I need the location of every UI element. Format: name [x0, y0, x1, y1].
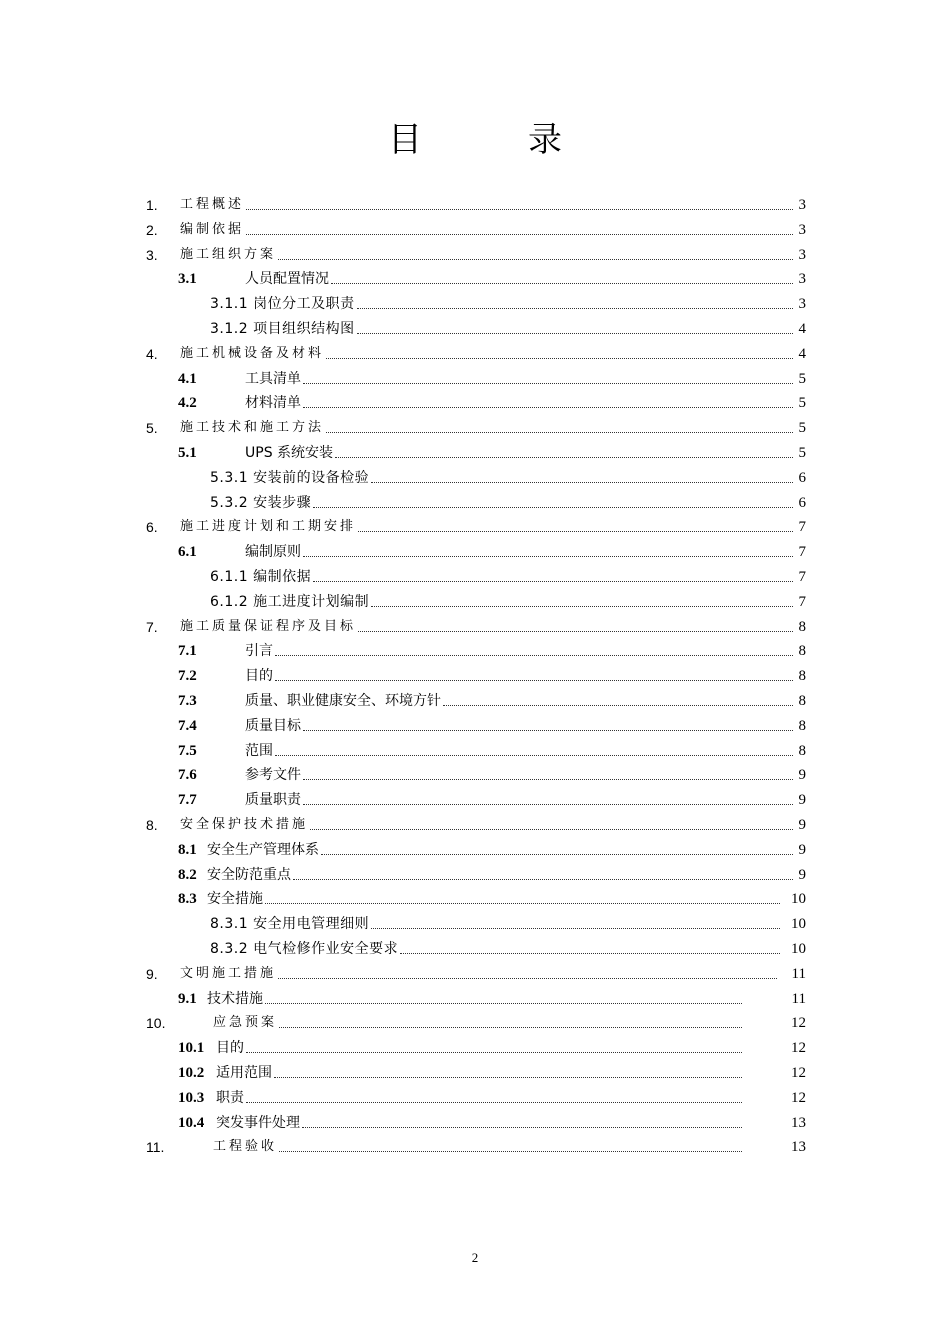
- toc-entry[interactable]: [0, 736, 950, 760]
- toc-entry-page: 6: [798, 469, 806, 486]
- toc-entry-title: 人员配置情况: [245, 271, 329, 288]
- toc-entry-page: 11: [791, 990, 806, 1007]
- toc-entry-title: 工程验收: [213, 1139, 278, 1155]
- toc-entry-title: 5.3.1 安装前的设备检验: [210, 469, 370, 486]
- toc-entry[interactable]: [0, 364, 950, 388]
- toc-leader-dots: [303, 779, 793, 780]
- toc-entry-page: 9: [798, 767, 806, 784]
- toc-entry-title: 质量、职业健康安全、环境方针: [245, 693, 441, 709]
- toc-entry-page: 6: [798, 494, 806, 511]
- toc-entry[interactable]: [0, 810, 950, 834]
- toc-leader-dots: [331, 283, 793, 284]
- toc-entry-page: 12: [791, 1015, 806, 1032]
- toc-entry-title: 编制原则: [245, 544, 301, 561]
- toc-entry[interactable]: [0, 1132, 950, 1156]
- toc-entry-number: 5.1: [178, 445, 197, 461]
- toc-entry-number: 9.1: [178, 990, 197, 1007]
- toc-entry-title: 工具清单: [245, 370, 301, 387]
- toc-entry-page: 12: [791, 1040, 806, 1057]
- toc-entry-page: 3: [798, 271, 806, 288]
- toc-leader-dots: [358, 531, 793, 532]
- toc-entry-number: 7.: [146, 618, 158, 635]
- toc-entry[interactable]: [0, 661, 950, 685]
- toc-entry-title: 引言: [245, 643, 273, 660]
- toc-leader-dots: [371, 928, 780, 929]
- toc-entry-title: 安全措施: [207, 891, 263, 908]
- toc-leader-dots: [279, 1151, 742, 1152]
- toc-entry-page: 8: [798, 618, 806, 635]
- toc-entry[interactable]: [0, 562, 950, 586]
- toc-entry-page: 4: [798, 345, 806, 362]
- toc-entry-page: 9: [798, 841, 806, 858]
- toc-leader-dots: [303, 804, 793, 805]
- toc-entry-number: 10.3: [178, 1089, 205, 1106]
- toc-entry-number: 3.: [146, 246, 158, 263]
- toc-entry-title: UPS 系统安装: [245, 445, 334, 461]
- toc-entry-title: 职责: [216, 1089, 244, 1106]
- toc-leader-dots: [265, 1003, 742, 1004]
- toc-entry[interactable]: [0, 388, 950, 412]
- toc-entry-page: 7: [798, 519, 806, 536]
- toc-entry-page: 5: [798, 370, 806, 387]
- toc-entry-page: 8: [798, 643, 806, 660]
- toc-entry-number: 6.: [146, 519, 158, 536]
- toc-entry[interactable]: [0, 190, 950, 214]
- toc-entry[interactable]: [0, 686, 950, 710]
- toc-leader-dots: [293, 879, 793, 880]
- toc-entry-title: 施工技术和施工方法: [180, 420, 325, 436]
- toc-leader-dots: [313, 581, 793, 582]
- toc-leader-dots: [274, 1077, 742, 1078]
- toc-entry-page: 8: [798, 668, 806, 685]
- toc-leader-dots: [357, 308, 793, 309]
- toc-entry-number: 3.1: [178, 271, 197, 288]
- toc-entry-page: 5: [798, 420, 806, 437]
- toc-entry-page: 9: [798, 817, 806, 833]
- toc-entry-page: 5: [798, 395, 806, 412]
- toc-leader-dots: [265, 903, 780, 904]
- toc-entry-number: 5.: [146, 420, 158, 437]
- toc-leader-dots: [371, 482, 793, 483]
- toc-entry-page: 3: [798, 197, 806, 213]
- toc-leader-dots: [335, 457, 793, 458]
- toc-entry-number: 6.1: [178, 544, 197, 561]
- toc-entry-page: 8: [798, 717, 806, 734]
- toc-entry[interactable]: [0, 636, 950, 660]
- toc-entry-number: 10.4: [178, 1114, 205, 1131]
- toc-entry-number: 7.4: [178, 717, 197, 734]
- toc-entry-number: 7.1: [178, 643, 197, 660]
- toc-entry[interactable]: [0, 413, 950, 437]
- toc-entry[interactable]: [0, 240, 950, 264]
- toc-entry-title: 材料清单: [245, 395, 301, 412]
- toc-entry-number: 8.2: [178, 866, 197, 883]
- toc-entry[interactable]: [0, 339, 950, 363]
- toc-entry-number: 11.: [146, 1139, 165, 1156]
- toc-entry-page: 3: [798, 246, 806, 263]
- toc-leader-dots: [275, 755, 793, 756]
- toc-entry[interactable]: [0, 314, 950, 338]
- toc-entry[interactable]: [0, 934, 950, 958]
- toc-entry[interactable]: [0, 760, 950, 784]
- toc-entry-number: 4.2: [178, 395, 197, 412]
- toc-leader-dots: [246, 234, 793, 235]
- toc-leader-dots: [371, 606, 793, 607]
- toc-entry-title: 施工质量保证程序及目标: [180, 618, 357, 634]
- toc-entry[interactable]: [0, 984, 950, 1008]
- toc-leader-dots: [326, 432, 793, 433]
- toc-entry-title: 施工机械设备及材料: [180, 345, 325, 361]
- toc-entry-page: 10: [791, 916, 806, 933]
- toc-entry-number: 1.: [146, 197, 158, 213]
- toc-entry-title: 安全防范重点: [207, 866, 291, 883]
- toc-entry-title: 3.1.1 岗位分工及职责: [210, 296, 355, 313]
- toc-entry-number: 7.7: [178, 792, 197, 809]
- toc-entry-page: 10: [791, 891, 806, 908]
- toc-entry-page: 5: [798, 445, 806, 461]
- toc-entry[interactable]: [0, 264, 950, 288]
- toc-leader-dots: [279, 1027, 742, 1028]
- toc-entry-number: 8.1: [178, 841, 197, 858]
- toc-entry[interactable]: [0, 1008, 950, 1032]
- toc-entry[interactable]: [0, 438, 950, 462]
- toc-entry-title: 8.3.2 电气检修作业安全要求: [210, 941, 399, 957]
- toc-entry-number: 4.: [146, 345, 158, 362]
- page-number: 2: [471, 1250, 479, 1265]
- toc-entry-title: 目的: [245, 668, 273, 685]
- toc-entry-number: 10.: [146, 1015, 166, 1032]
- toc-entry[interactable]: [0, 711, 950, 735]
- toc-entry-title: 应急预案: [213, 1015, 278, 1031]
- toc-entry-title: 施工组织方案: [180, 246, 277, 262]
- toc-entry-number: 8.3: [178, 891, 197, 908]
- toc-entry-title: 安全保护技术措施: [180, 817, 309, 832]
- toc-entry[interactable]: [0, 537, 950, 561]
- toc-entry-page: 7: [798, 569, 806, 585]
- toc-entry[interactable]: [0, 289, 950, 313]
- toc-leader-dots: [313, 507, 793, 508]
- toc-entry[interactable]: [0, 959, 950, 983]
- toc-leader-dots: [278, 259, 793, 260]
- toc-entry-title: 范围: [245, 742, 273, 759]
- toc-leader-dots: [303, 730, 793, 731]
- page-title: 目 录: [388, 120, 598, 160]
- toc-entry-title: 质量职责: [245, 792, 301, 809]
- toc-leader-dots: [303, 556, 793, 557]
- toc-entry-number: 7.6: [178, 767, 197, 784]
- toc-entry-page: 7: [798, 544, 806, 561]
- toc-entry-title: 适用范围: [216, 1065, 272, 1081]
- toc-entry-title: 突发事件处理: [216, 1114, 300, 1131]
- toc-entry[interactable]: [0, 215, 950, 239]
- toc-entry[interactable]: [0, 909, 950, 933]
- toc-entry-title: 工程概述: [180, 197, 245, 212]
- toc-leader-dots: [246, 1102, 742, 1103]
- toc-entry-title: 6.1.2 施工进度计划编制: [210, 593, 370, 610]
- toc-entry-page: 13: [791, 1139, 806, 1156]
- toc-entry-page: 8: [798, 693, 806, 709]
- toc-entry-number: 8.: [146, 817, 158, 833]
- toc-entry[interactable]: [0, 488, 950, 512]
- toc-entry-title: 6.1.1 编制依据: [210, 569, 312, 585]
- toc-entry-page: 12: [791, 1065, 806, 1081]
- toc-entry-title: 参考文件: [245, 767, 301, 784]
- toc-entry-title: 3.1.2 项目组织结构图: [210, 321, 355, 337]
- toc-entry-number: 10.1: [178, 1040, 205, 1057]
- toc-entry[interactable]: [0, 860, 950, 884]
- toc-entry-page: 8: [798, 742, 806, 759]
- toc-entry-page: 9: [798, 866, 806, 883]
- toc-entry-title: 文明施工措施: [180, 965, 277, 981]
- toc-leader-dots: [278, 978, 777, 979]
- toc-entry[interactable]: [0, 884, 950, 908]
- toc-entry-title: 施工进度计划和工期安排: [180, 519, 357, 535]
- toc-leader-dots: [275, 655, 793, 656]
- toc-entry-page: 11: [791, 965, 806, 982]
- toc-entry[interactable]: [0, 463, 950, 487]
- toc-leader-dots: [302, 1127, 742, 1128]
- toc-entry-number: 7.3: [178, 693, 197, 709]
- toc-leader-dots: [358, 631, 793, 632]
- toc-entry-page: 10: [791, 941, 806, 957]
- toc-entry-title: 质量目标: [245, 717, 301, 734]
- toc-entry-title: 技术措施: [207, 990, 263, 1007]
- toc-leader-dots: [303, 407, 793, 408]
- toc-entry-title: 编制依据: [180, 221, 245, 237]
- toc-leader-dots: [303, 383, 793, 384]
- toc-entry[interactable]: [0, 1033, 950, 1057]
- toc-entry-title: 安全生产管理体系: [207, 841, 319, 858]
- toc-leader-dots: [443, 705, 793, 706]
- toc-entry-page: 3: [798, 221, 806, 238]
- toc-entry[interactable]: [0, 1108, 950, 1132]
- toc-entry-title: 5.3.2 安装步骤: [210, 494, 312, 511]
- toc-entry-page: 4: [798, 321, 806, 337]
- toc-entry[interactable]: [0, 612, 950, 636]
- toc-entry[interactable]: [0, 835, 950, 859]
- toc-entry-page: 9: [798, 792, 806, 809]
- toc-entry[interactable]: [0, 1083, 950, 1107]
- toc-leader-dots: [310, 829, 793, 830]
- toc-entry-title: 8.3.1 安全用电管理细则: [210, 916, 370, 933]
- toc-leader-dots: [326, 358, 793, 359]
- toc-leader-dots: [357, 333, 793, 334]
- toc-leader-dots: [246, 1052, 742, 1053]
- toc-entry-page: 13: [791, 1114, 806, 1131]
- toc-entry[interactable]: [0, 785, 950, 809]
- toc-entry-number: 10.2: [178, 1065, 205, 1081]
- toc-entry-page: 7: [798, 593, 806, 610]
- toc-entry-number: 7.2: [178, 668, 197, 685]
- toc-entry-page: 3: [798, 296, 806, 313]
- toc-entry-number: 2.: [146, 221, 158, 238]
- toc-entry-number: 7.5: [178, 742, 197, 759]
- toc-entry-number: 4.1: [178, 370, 197, 387]
- toc-entry-title: 目的: [216, 1040, 244, 1057]
- toc-leader-dots: [246, 209, 793, 210]
- toc-leader-dots: [321, 854, 793, 855]
- toc-entry-page: 12: [791, 1089, 806, 1106]
- toc-leader-dots: [275, 680, 793, 681]
- toc-entry[interactable]: [0, 512, 950, 536]
- toc-entry[interactable]: [0, 587, 950, 611]
- toc-entry-number: 9.: [146, 965, 158, 982]
- toc-leader-dots: [400, 953, 780, 954]
- toc-entry[interactable]: [0, 1058, 950, 1082]
